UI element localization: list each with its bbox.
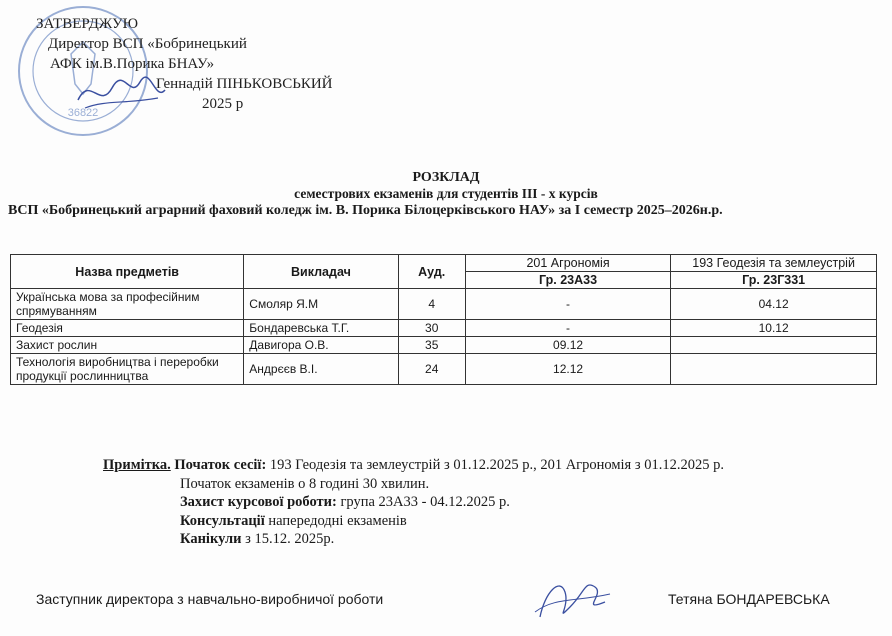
note-holidays-text: з 15.12. 2025р. — [241, 531, 335, 547]
header-group1-spec: 201 Агрономія — [465, 255, 670, 272]
header-group1: Гр. 23А33 — [465, 272, 670, 289]
institution-line: ВСП «Бобринецький аграрний фаховий коледж ім. В. Порика Білоцерківського НАУ» за І семестр 2025–2026н.р. — [8, 203, 723, 218]
approval-block — [36, 14, 333, 114]
note-exam-time: Початок екзаменів о 8 годині 30 хвилин. — [180, 475, 430, 492]
note-session-start — [103, 456, 724, 475]
note-consultations — [103, 512, 724, 531]
cell-subject: Геодезія — [11, 320, 244, 337]
note-session-text: 193 Геодезія та землеустрій з 01.12.2025 р., 201 Агрономія з 01.12.2025 р. — [266, 457, 724, 473]
approval-director-name: Геннадій ПІНЬКОВСЬКИЙ — [156, 76, 333, 92]
note-coursework-label: Захист курсової роботи: — [180, 494, 337, 510]
note-label: Примітка. — [103, 457, 171, 473]
stamp-number: 36822 — [67, 107, 99, 119]
cell-group1: 12.12 — [465, 354, 670, 385]
table-header-row — [11, 255, 877, 272]
cell-subject: Українська мова за професійним спрямуванням — [11, 289, 244, 320]
note-holidays-label: Канікули — [180, 531, 242, 547]
cell-subject: Захист рослин — [11, 337, 244, 354]
document-title: РОЗКЛАД — [412, 170, 480, 185]
deputy-signature — [525, 572, 615, 627]
signatory-name: Тетяна БОНДАРЕВСЬКА — [668, 591, 830, 607]
header-room: Ауд. — [398, 255, 465, 289]
cell-subject: Технологія виробництва і переробки продукції рослинництва — [11, 354, 244, 385]
signatory-position: Заступник директора з навчально-виробничої роботи — [36, 591, 384, 607]
cell-group2 — [671, 354, 877, 385]
cell-group1: 09.12 — [465, 337, 670, 354]
note-coursework-text: група 23А33 - 04.12.2025 р. — [336, 494, 510, 510]
approval-position: Директор ВСП «Бобринецький — [48, 36, 247, 52]
table-row — [11, 337, 877, 354]
cell-group1: - — [465, 320, 670, 337]
note-consultations-label: Консультації — [180, 512, 265, 529]
note-consultations-text: напередодні екзаменів — [264, 512, 407, 529]
table-row — [11, 320, 877, 337]
cell-teacher: Давигора О.В. — [244, 337, 398, 354]
cell-group2: 04.12 — [671, 289, 877, 320]
note-holidays — [103, 530, 724, 549]
cell-group1: - — [465, 289, 670, 320]
cell-teacher: Смоляр Я.М — [244, 289, 398, 320]
cell-teacher: Андрєєв В.І. — [244, 354, 398, 385]
header-group2: Гр. 23Г331 — [671, 272, 877, 289]
cell-room: 30 — [398, 320, 465, 337]
approval-date: 2025 р — [202, 96, 244, 112]
header-teacher: Викладач — [244, 255, 398, 289]
cell-group2 — [671, 337, 877, 354]
approval-title: ЗАТВЕРДЖУЮ — [36, 16, 139, 32]
note-coursework — [103, 493, 724, 512]
note-session-label: Початок сесії: — [174, 457, 267, 473]
header-subject: Назва предметів — [11, 255, 244, 289]
cell-group2: 10.12 — [671, 320, 877, 337]
cell-teacher: Бондаревська Т.Г. — [244, 320, 398, 337]
header-group2-spec: 193 Геодезія та землеустрій — [671, 255, 877, 272]
document-subtitle: семестрових екзаменів для студентів ІІІ - х курсів — [294, 186, 598, 201]
table-row — [11, 354, 877, 385]
approval-institution: АФК ім.В.Порика БНАУ» — [50, 56, 215, 72]
table-row — [11, 289, 877, 320]
exam-schedule-table — [10, 254, 877, 385]
cell-room: 4 — [398, 289, 465, 320]
cell-room: 24 — [398, 354, 465, 385]
cell-room: 35 — [398, 337, 465, 354]
notes-block — [103, 456, 724, 549]
